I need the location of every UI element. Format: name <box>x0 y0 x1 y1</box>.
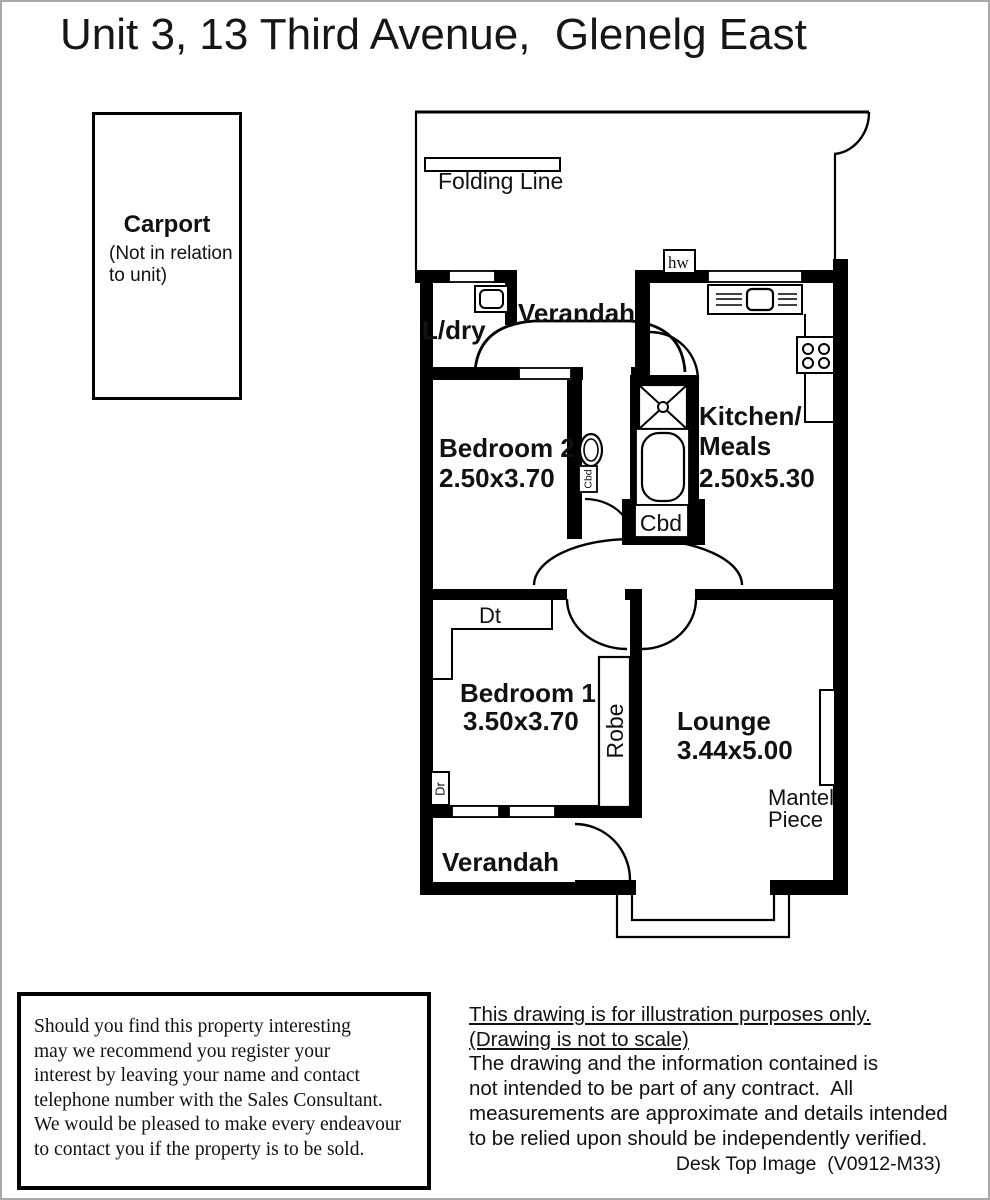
carport-note-line2: to unit) <box>109 265 168 286</box>
bedroom1-dims: 3.50x3.70 <box>463 706 579 736</box>
dressing-table-label: Dt <box>479 603 501 628</box>
gate-swing-arc <box>834 112 869 154</box>
register-line-1: Should you find this property interesting <box>34 1016 351 1037</box>
register-line-4: telephone number with the Sales Consultant. <box>34 1089 383 1111</box>
verandah-arch <box>475 321 685 372</box>
robe <box>599 657 630 807</box>
shower-icon <box>639 385 687 429</box>
kitchen-label-line1: Kitchen/ <box>699 401 802 431</box>
mantel-label-line1: Mantel <box>768 785 835 810</box>
bedroom2-dims: 2.50x3.70 <box>439 463 555 493</box>
kitchen-window <box>708 271 802 282</box>
verandah-top-label: Verandah <box>518 298 636 328</box>
disclaimer-body-3: measurements are approximate and details intended <box>469 1101 948 1125</box>
kitchen-door-arc <box>650 332 698 380</box>
toilet-icon <box>580 434 602 466</box>
drawers <box>431 772 449 805</box>
register-line-2: may we recommend you register your <box>34 1040 331 1062</box>
hall-cupboard-label: Cbd <box>639 510 683 536</box>
bedroom1-door-arc <box>567 599 627 649</box>
disclaimer-body-4: to be relied upon should be independently verified. <box>469 1126 928 1150</box>
hot-water-label: hw <box>668 253 689 272</box>
laundry-window <box>449 271 495 282</box>
lounge-dims: 3.44x5.00 <box>677 735 793 765</box>
hall-door-arc-ne <box>639 539 742 585</box>
bedroom1-window-left <box>452 806 499 817</box>
bedroom1-window-right <box>509 806 555 817</box>
register-interest-box <box>17 992 431 1190</box>
bedroom2-window <box>519 368 571 379</box>
bathtub-icon <box>636 429 689 505</box>
disclaimer-text <box>469 1003 949 1151</box>
hall-cupboard <box>635 505 688 537</box>
credit-line: Desk Top Image (V0912-M33) <box>675 1153 941 1175</box>
disclaimer-body-1: The drawing and the information contained is <box>469 1052 879 1076</box>
bedroom1-label: Bedroom 1 <box>460 678 596 708</box>
carport-label: Carport <box>123 211 211 238</box>
lounge-door-arc <box>642 599 696 649</box>
drawers-label: Dr <box>432 782 448 796</box>
small-cupboard-label: Cbd <box>582 469 595 489</box>
folding-line-label: Folding Line <box>438 168 564 194</box>
laundry-label: L/dry <box>422 315 486 345</box>
mantel-label-line2: Piece <box>768 807 824 832</box>
bedroom2-label: Bedroom 2 <box>439 433 575 463</box>
mantel-piece-outline <box>820 690 835 785</box>
disclaimer-body-2: not intended to be part of any contract. All <box>469 1077 854 1101</box>
disclaimer-underlined-2: (Drawing is not to scale) <box>469 1027 689 1051</box>
register-line-5: We would be pleased to make every endeavour <box>34 1114 402 1136</box>
page-title: Unit 3, 13 Third Avenue, Glenelg East <box>60 10 807 59</box>
lounge-label: Lounge <box>677 706 771 736</box>
kitchen-dims: 2.50x5.30 <box>699 463 815 493</box>
washing-machine-icon <box>475 286 508 312</box>
hot-water-box <box>664 250 695 273</box>
stove-icon <box>797 337 834 373</box>
verandah-bottom-label: Verandah <box>442 847 560 877</box>
robe-label: Robe <box>602 703 628 759</box>
hall-door-arc-nw <box>534 539 632 585</box>
disclaimer-underlined-1: This drawing is for illustration purposes only. <box>469 1003 871 1026</box>
sink-icon <box>708 285 802 314</box>
kitchen-label-line2: Meals <box>699 431 772 461</box>
carport-note-line1: (Not in relation <box>109 243 233 264</box>
register-line-3: interest by leaving your name and contact <box>34 1065 360 1087</box>
verandah-door-arc <box>575 824 630 880</box>
register-line-6: to contact you if the property is to be sold. <box>34 1138 365 1160</box>
bay-window <box>617 893 789 937</box>
small-cupboard <box>579 466 597 492</box>
